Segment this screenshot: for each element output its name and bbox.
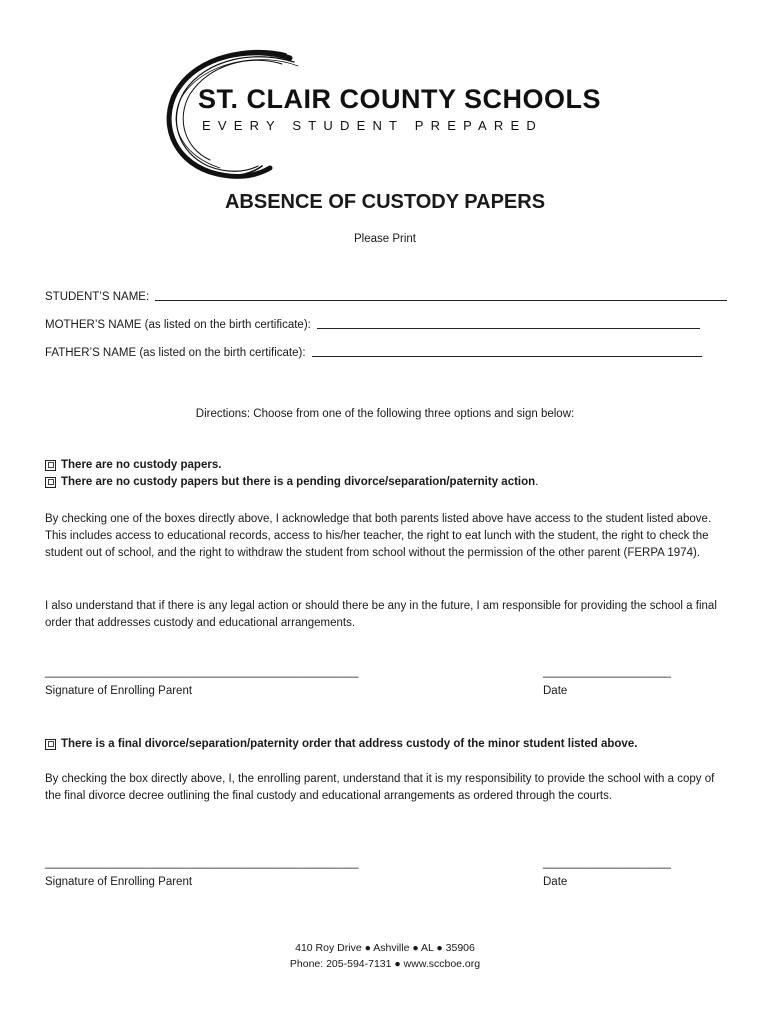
father-name-label: FATHER’S NAME (as listed on the birth certificate):	[45, 347, 306, 359]
option-no-custody-label: There are no custody papers.	[61, 459, 222, 471]
mother-name-label: MOTHER’S NAME (as listed on the birth certificate):	[45, 319, 311, 331]
acknowledgement-paragraph: By checking one of the boxes directly above, I acknowledge that both parents listed above have access to the student listed above. This includes access to educational records, access to his/her teacher, the right to eat lunch with the student, the right to check the student out of school, and the right to withdraw the student from school without the permission of the other parent (FERPA 1974).	[45, 513, 712, 559]
option-final-order[interactable]	[45, 738, 637, 750]
date-label: Date	[543, 876, 568, 888]
footer-address: 410 Roy Drive ● Ashville ● AL ● 35906	[295, 942, 475, 954]
parent-signature-line[interactable]: _________________________________________________	[45, 666, 359, 678]
father-name-field[interactable]	[45, 347, 702, 359]
option-no-custody[interactable]	[45, 459, 221, 471]
option-pending-label: There are no custody papers but there is a pending divorce/separation/paternity action	[61, 476, 536, 488]
date-line[interactable]: ____________________	[543, 857, 671, 869]
parent-signature-label: Signature of Enrolling Parent	[45, 685, 193, 697]
parent-signature-line[interactable]: _________________________________________________	[45, 857, 359, 869]
footer-contact: Phone: 205-594-7131 ● www.sccboe.org	[289, 958, 481, 970]
document-title: ABSENCE OF CUSTODY PAPERS	[224, 191, 546, 213]
directions-text: Directions: Choose from one of the following three options and sign below:	[195, 408, 575, 420]
mother-name-field[interactable]	[45, 319, 700, 331]
logo-tagline: EVERY STUDENT PREPARED	[202, 118, 543, 133]
final-decree-paragraph: By checking the box directly above, I, the enrolling parent, understand that it is my responsibility to provide the school with a copy of the final divorce decree outlining the final custody and educational arrangements as ordered through the courts.	[45, 773, 715, 802]
father-name-line[interactable]	[312, 356, 702, 357]
option-pending-period: .	[535, 476, 539, 488]
please-print-instruction: Please Print	[353, 233, 416, 245]
student-name-field[interactable]	[45, 291, 727, 303]
student-name-line[interactable]	[155, 300, 727, 301]
parent-signature-label: Signature of Enrolling Parent	[45, 876, 193, 888]
option-pending-action[interactable]	[45, 476, 538, 488]
checkbox-icon[interactable]	[45, 739, 56, 750]
mother-name-line[interactable]	[317, 328, 700, 329]
date-label: Date	[543, 685, 568, 697]
option-final-order-label: There is a final divorce/separation/paternity order that address custody of the minor student listed above.	[61, 738, 638, 750]
student-name-label: STUDENT’S NAME:	[45, 291, 150, 303]
date-line[interactable]: ____________________	[543, 666, 671, 678]
legal-action-paragraph: I also understand that if there is any legal action or should there be any in the future, I am responsible for providing the school a final order that addresses custody and educational arrangements.	[45, 600, 717, 629]
checkbox-icon[interactable]	[45, 477, 56, 488]
checkbox-icon[interactable]	[45, 460, 56, 471]
logo-title: ST. CLAIR COUNTY SCHOOLS	[198, 84, 602, 114]
